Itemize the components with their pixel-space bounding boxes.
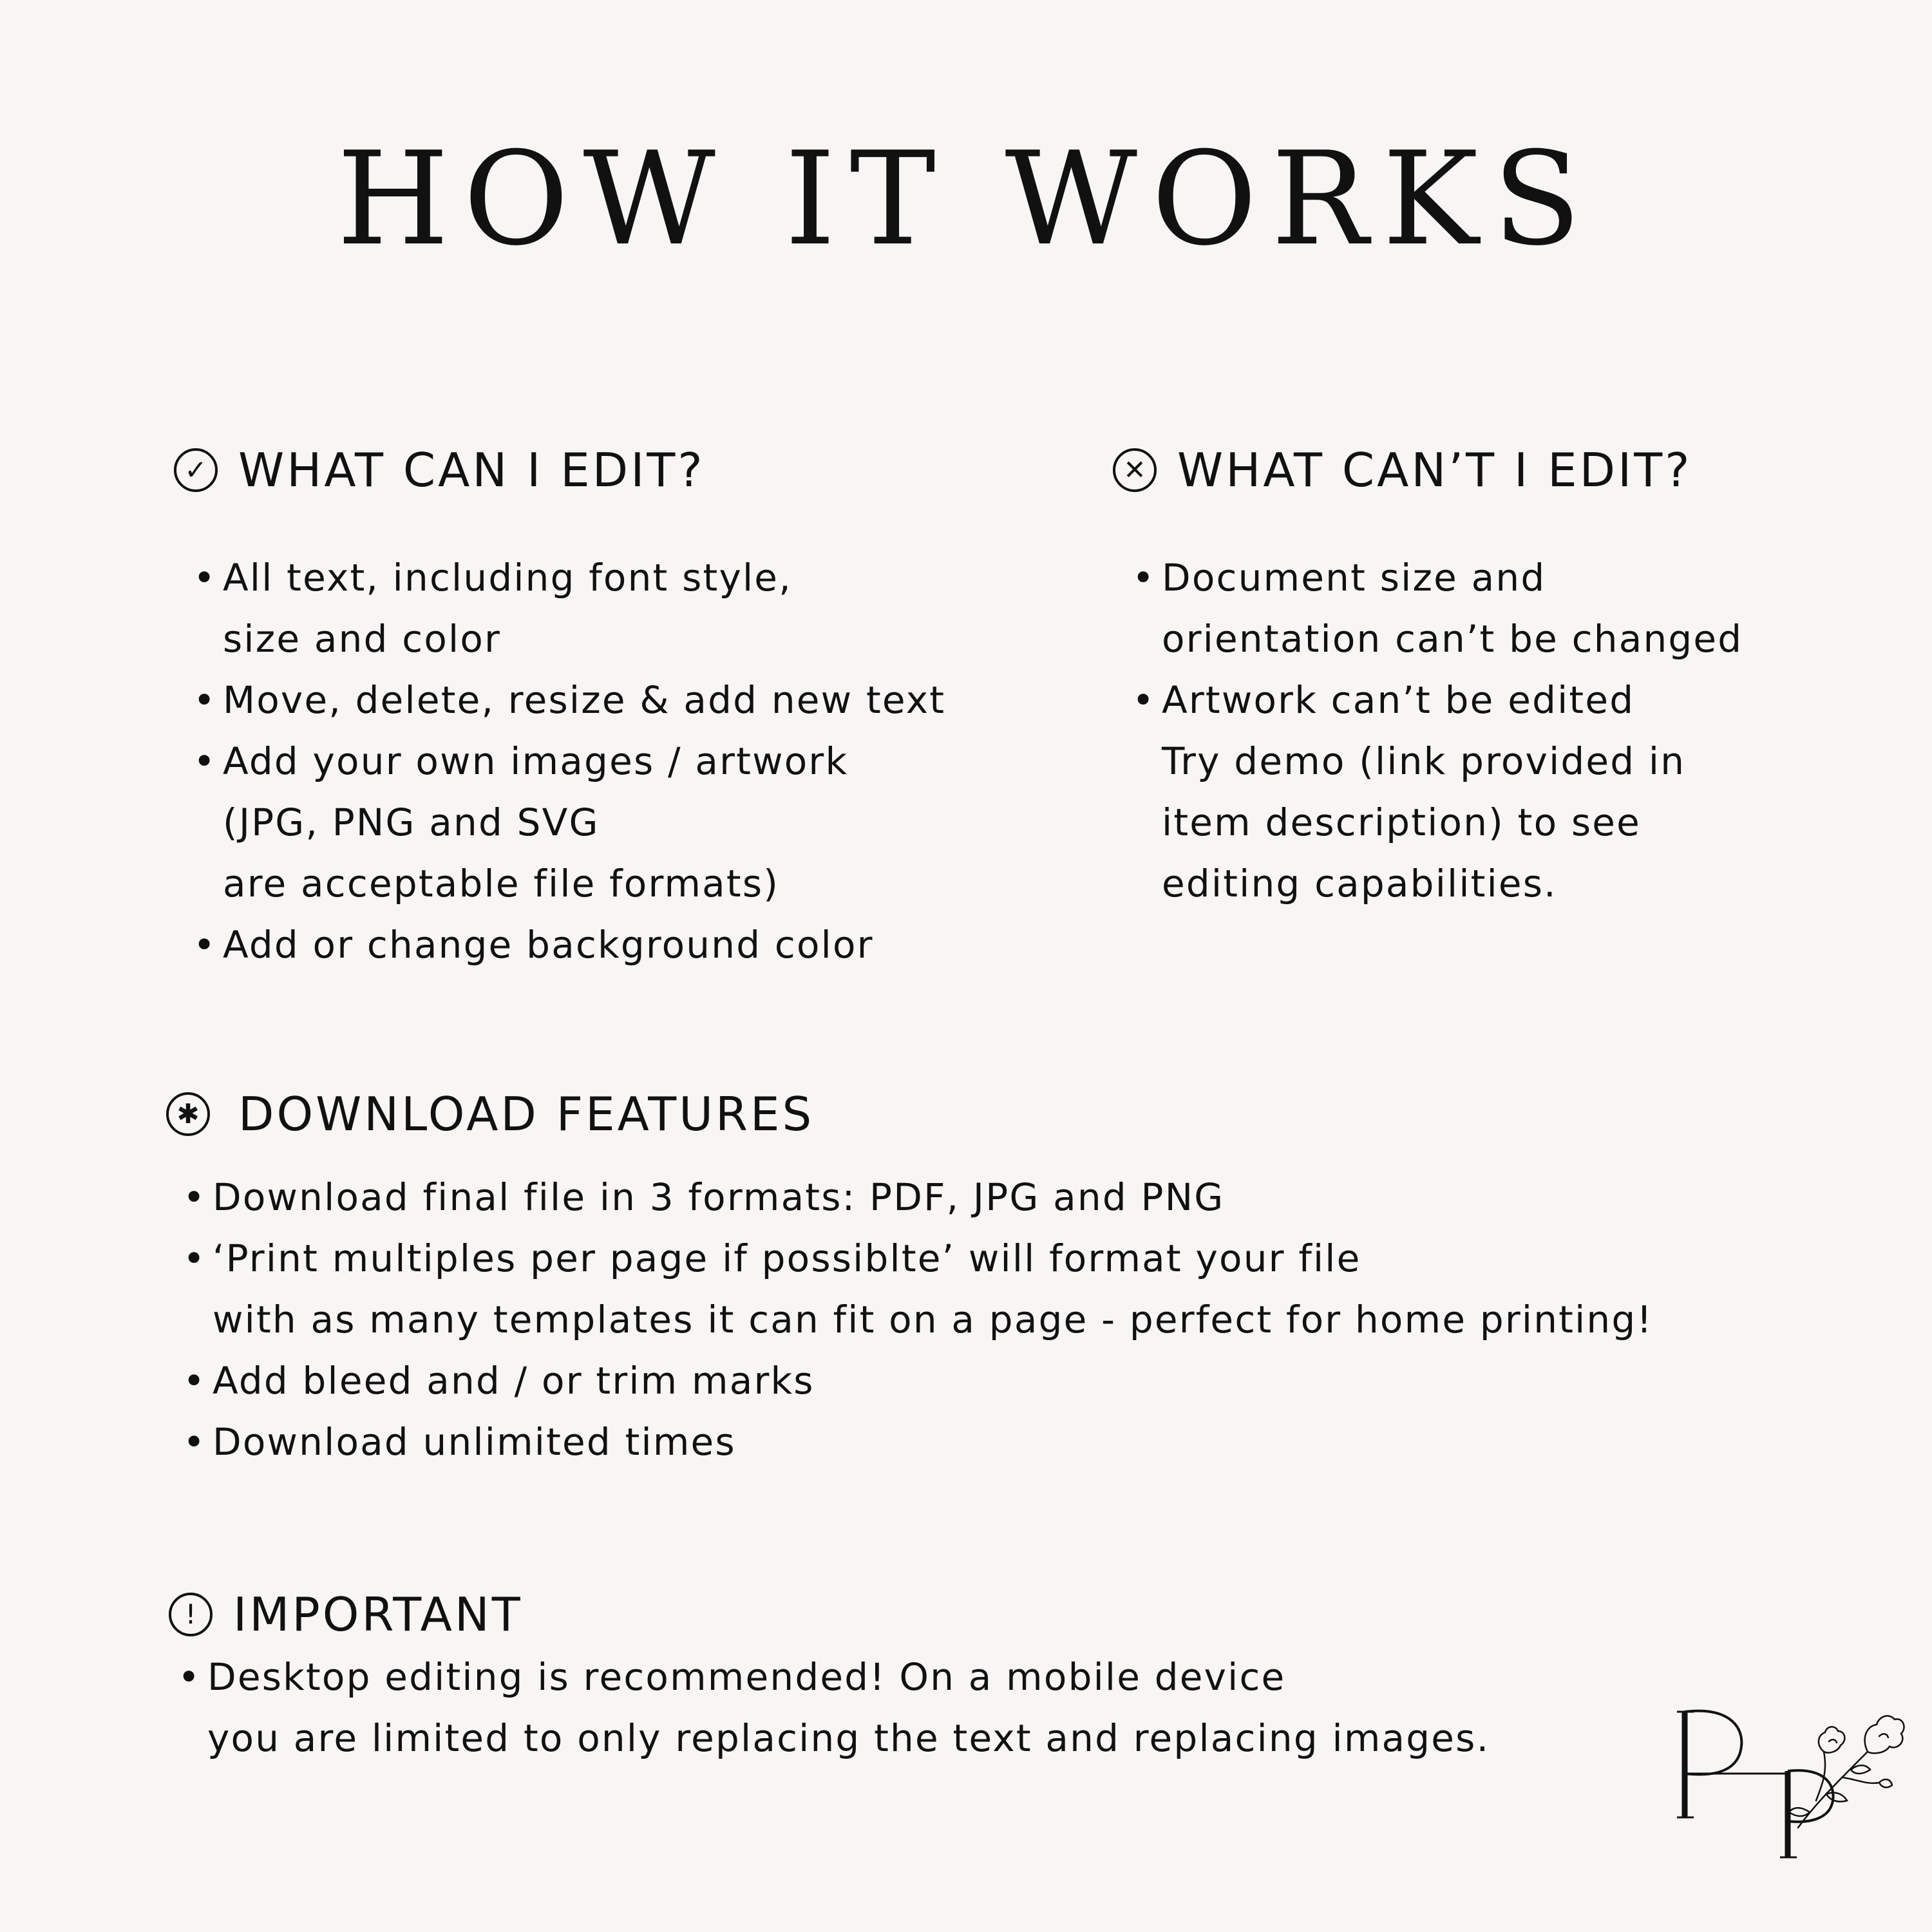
list-item-text: are acceptable file formats) [223,862,780,905]
list-item-text: size and color [223,617,502,661]
list-item-text: • Document size and [1162,556,1546,600]
list-item [183,1412,1905,1473]
floral-monogram-logo [1674,1674,1906,1868]
list-item-text: • Move, delete, resize & add new text [223,678,946,722]
list-item [183,1167,1905,1228]
list-item [1132,547,1924,670]
list-item [193,670,1063,731]
list-item [193,731,1063,914]
list-item [1132,670,1924,914]
section-heading: IMPORTANT [233,1587,523,1642]
list-item-text: • All text, including font style, [223,556,792,600]
section-heading: WHAT CAN I EDIT? [238,443,705,497]
list-item-text: (JPG, PNG and SVG [223,800,600,844]
section-important [169,1582,1779,1769]
list-item-text: you are limited to only replacing the text and replacing images. [207,1716,1490,1760]
item-list [183,1167,1905,1473]
asterisk-circle-icon: ✱ [166,1092,210,1136]
list-item-text: • Add bleed and / or trim marks [213,1359,815,1403]
list-item-text: orientation can’t be changed [1162,617,1743,661]
list-item-text: • Add or change background color [223,923,874,967]
item-list [193,547,1063,976]
x-circle-icon: ✕ [1113,448,1157,492]
section-heading: DOWNLOAD FEATURES [238,1087,815,1141]
list-item [183,1350,1905,1412]
list-item-text: • ‘Print multiples per page if possiblte’ will format your file [213,1236,1361,1280]
list-item [193,914,1063,976]
list-item-text: with as many templates it can fit on a page - perfect for home printing! [213,1298,1653,1341]
list-item-text: • Download unlimited times [213,1420,736,1464]
list-item-text: • Desktop editing is recommended! On a mobile device [207,1655,1286,1699]
list-item [183,1228,1905,1350]
list-item-text: • Download final file in 3 formats: PDF, JPG and PNG [213,1175,1225,1219]
item-list [178,1647,1779,1769]
list-item [178,1647,1779,1769]
exclamation-circle-icon: ! [169,1593,213,1636]
list-item-text: • Add your own images / artwork [223,739,849,783]
section-heading: WHAT CAN’T I EDIT? [1177,443,1692,497]
list-item-text: editing capabilities. [1162,862,1557,905]
section-what-can-i-edit [174,438,1063,976]
list-item-text: • Artwork can’t be edited [1162,678,1635,722]
page-title: HOW IT WORKS [336,124,1596,274]
list-item-text: Try demo (link provided in [1162,739,1686,783]
check-circle-icon: ✓ [174,448,218,492]
section-what-cant-i-edit [1113,438,1924,914]
list-item [193,547,1063,670]
item-list [1132,547,1924,914]
list-item-text: item description) to see [1162,800,1642,844]
section-download-features [166,1082,1905,1473]
